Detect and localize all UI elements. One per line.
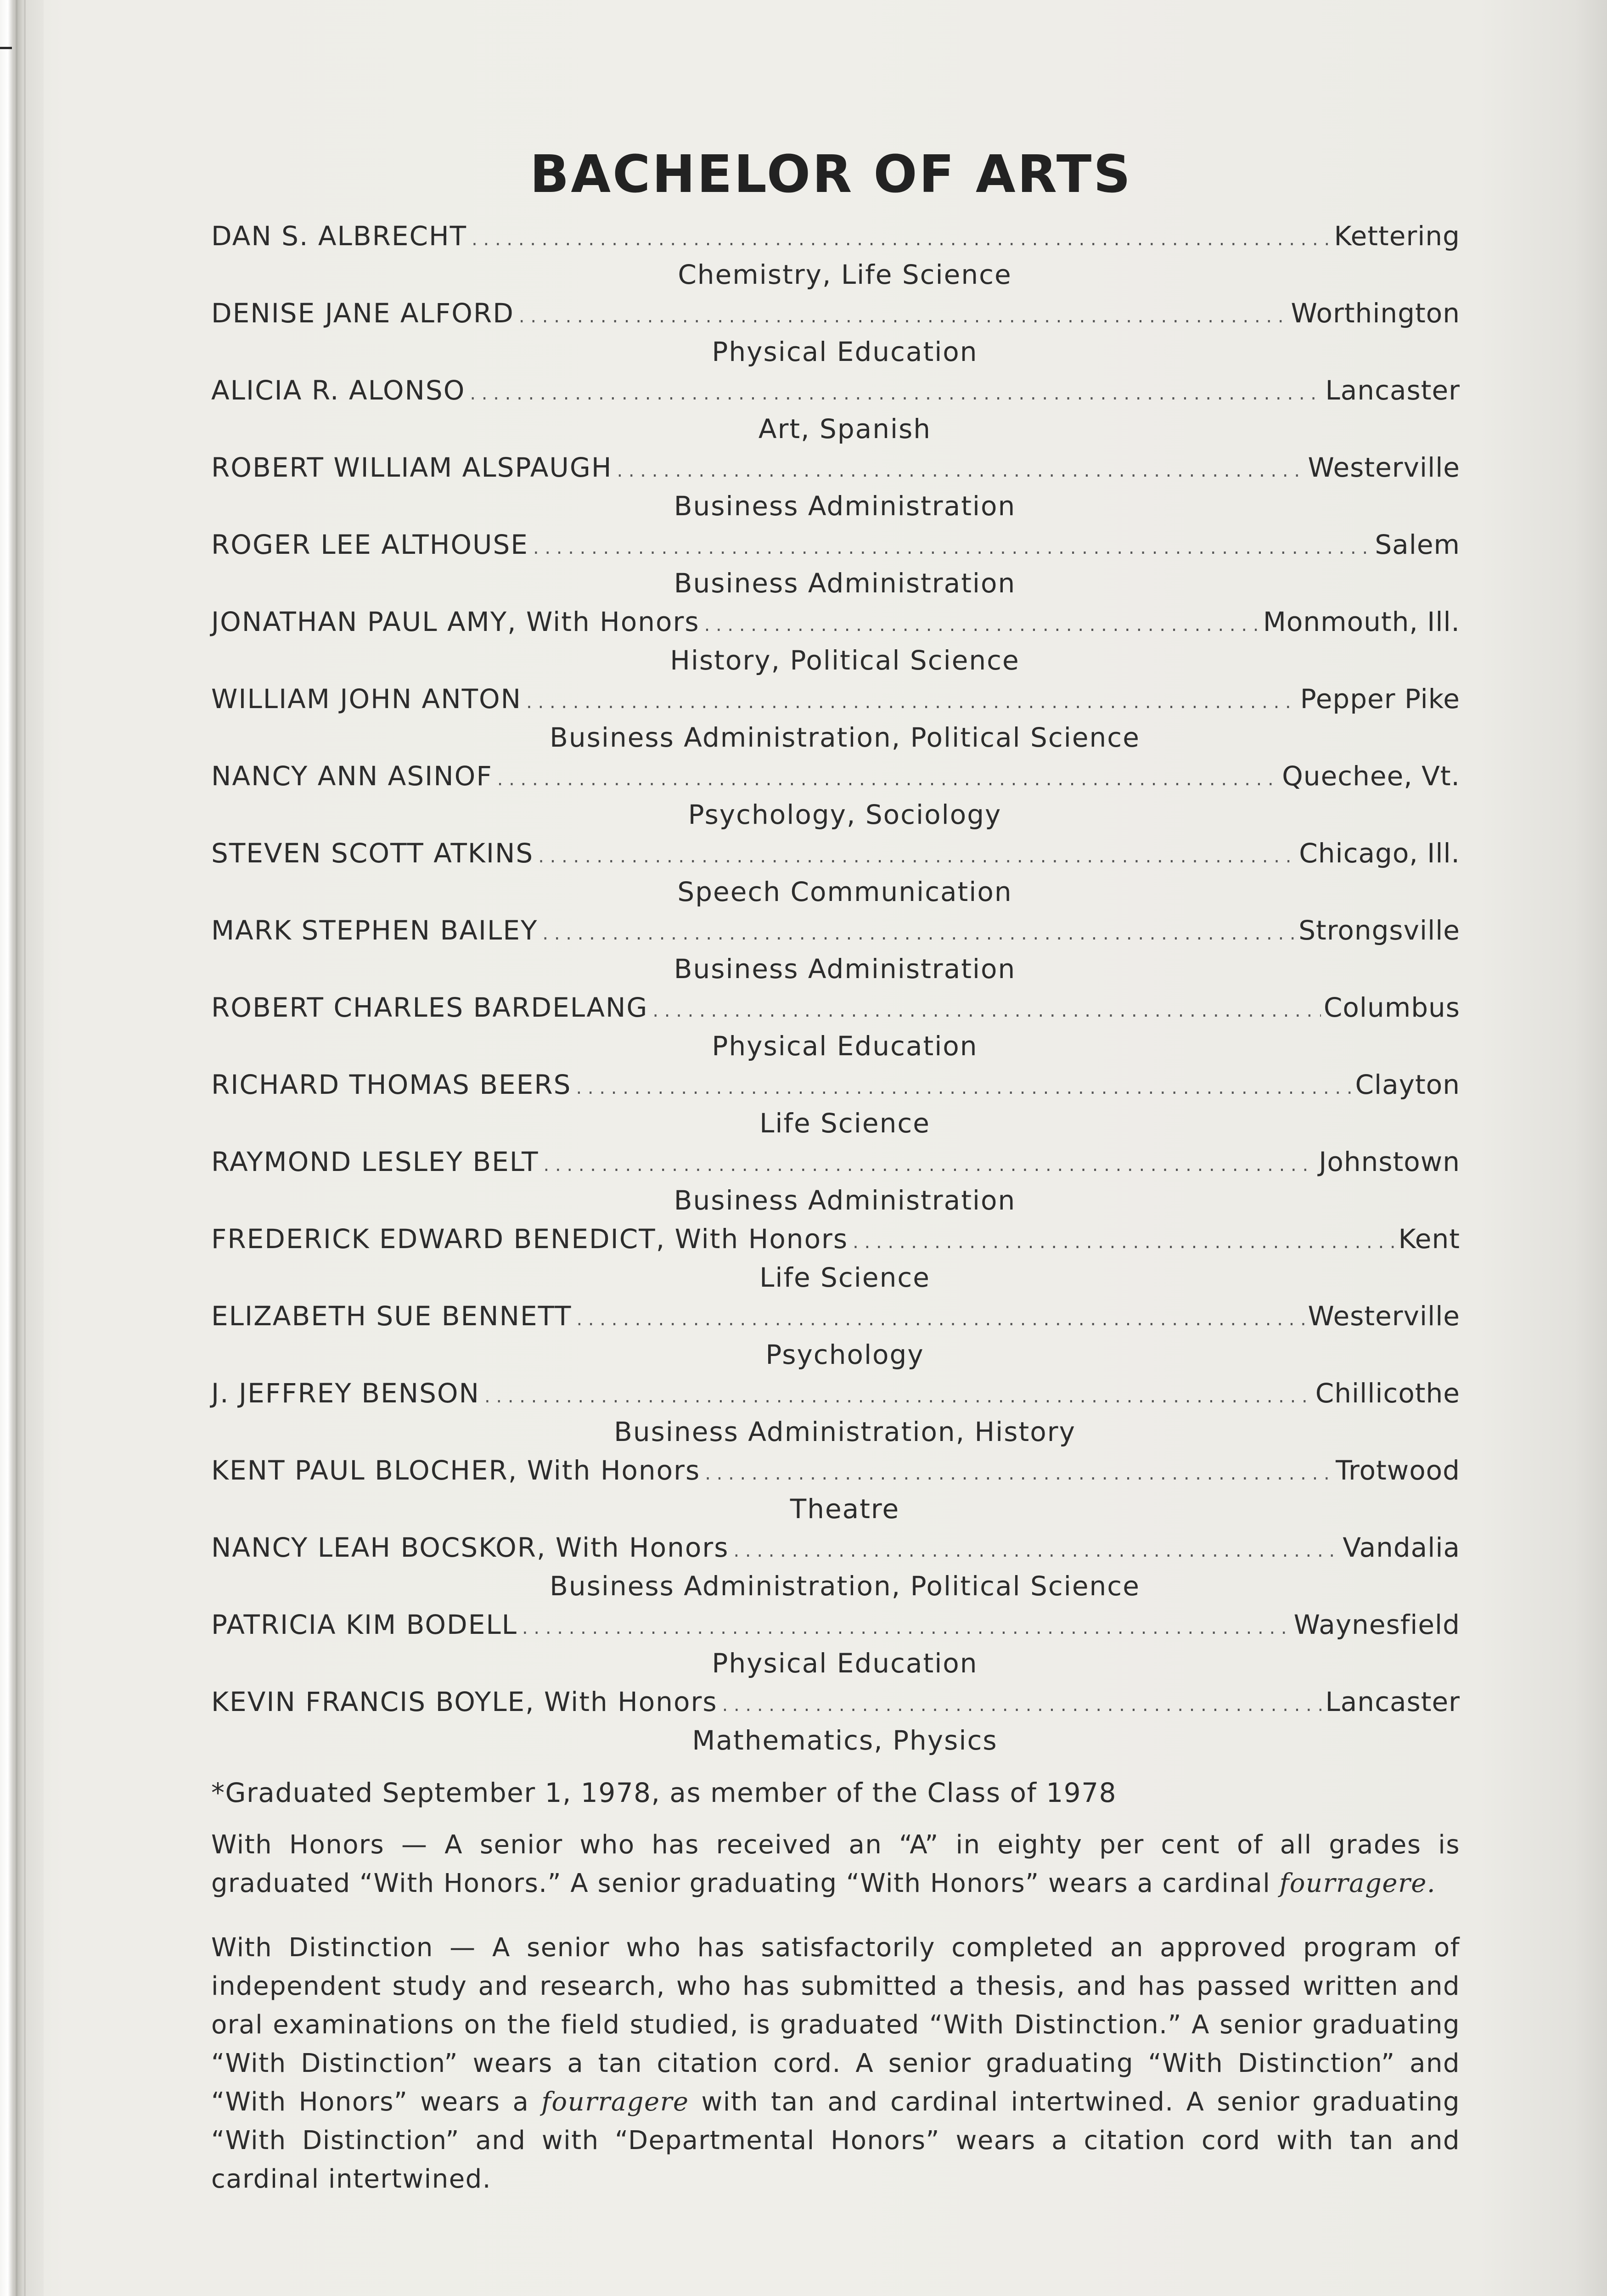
graduate-major: History, Political Science xyxy=(670,645,1020,676)
graduate-hometown: Johnstown xyxy=(1319,1146,1460,1177)
graduate-hometown: Lancaster xyxy=(1325,375,1460,406)
binding-edge xyxy=(0,0,44,2296)
graduate-name: DENISE JANE ALFORD xyxy=(211,298,514,329)
graduate-name-line xyxy=(211,1528,1460,1567)
graduate-name: NANCY LEAH BOCSKOR, With Honors xyxy=(211,1532,729,1563)
dot-leader xyxy=(484,1377,1313,1416)
graduate-major: Psychology, Sociology xyxy=(688,799,1002,830)
graduate-entry xyxy=(211,217,1460,294)
honors-paragraph xyxy=(211,1826,1460,1903)
graduate-entry xyxy=(211,1065,1460,1142)
graduate-name: KEVIN FRANCIS BOYLE, With Honors xyxy=(211,1686,718,1717)
graduate-major: Art, Spanish xyxy=(758,413,932,445)
graduate-name-line xyxy=(211,1683,1460,1721)
graduate-hometown: Trotwood xyxy=(1336,1455,1460,1486)
graduate-hometown: Worthington xyxy=(1291,298,1460,329)
graduate-name-line xyxy=(211,1220,1460,1258)
graduate-major: Business Administration xyxy=(674,490,1016,522)
graduate-major: Business Administration xyxy=(674,953,1016,985)
graduate-major: Physical Education xyxy=(712,1648,978,1679)
graduate-name-line xyxy=(211,1142,1460,1181)
graduate-entry xyxy=(211,988,1460,1065)
dot-leader xyxy=(705,1454,1333,1493)
graduate-name-line xyxy=(211,1374,1460,1412)
graduate-entry xyxy=(211,448,1460,525)
graduate-hometown: Pepper Pike xyxy=(1300,683,1460,715)
graduate-name-line xyxy=(211,988,1460,1027)
graduate-major: Psychology xyxy=(765,1339,924,1370)
graduate-name-line xyxy=(211,371,1460,410)
graduate-major: Business Administration, History xyxy=(614,1416,1076,1447)
binding-line xyxy=(16,0,17,2296)
graduate-major: Physical Education xyxy=(712,1030,978,1062)
graduate-entry xyxy=(211,834,1460,911)
graduate-name: J. JEFFREY BENSON xyxy=(211,1378,480,1409)
dot-leader xyxy=(472,220,1331,259)
graduate-name: ROBERT CHARLES BARDELANG xyxy=(211,992,648,1023)
graduate-name: STEVEN SCOTT ATKINS xyxy=(211,838,534,869)
graduate-name-line xyxy=(211,1297,1460,1335)
graduate-name: ROBERT WILLIAM ALSPAUGH xyxy=(211,452,612,483)
honors-italic-term: fourragere. xyxy=(1279,1868,1436,1898)
graduate-name: DAN S. ALBRECHT xyxy=(211,220,467,252)
graduate-name-line xyxy=(211,757,1460,795)
graduate-entry xyxy=(211,371,1460,448)
graduate-entry xyxy=(211,1605,1460,1683)
distinction-italic-term: fourragere xyxy=(541,2087,689,2117)
graduate-name: ROGER LEE ALTHOUSE xyxy=(211,529,528,560)
graduate-hometown: Kettering xyxy=(1334,220,1460,252)
graduate-major: Physical Education xyxy=(712,336,978,367)
graduate-list xyxy=(211,217,1460,1760)
graduate-name: RAYMOND LESLEY BELT xyxy=(211,1146,539,1177)
graduate-name-line xyxy=(211,680,1460,718)
graduate-major: Chemistry, Life Science xyxy=(678,259,1012,290)
graduate-hometown: Lancaster xyxy=(1325,1686,1460,1717)
dot-leader xyxy=(576,1300,1305,1339)
graduate-hometown: Quechee, Vt. xyxy=(1282,760,1460,792)
dot-leader xyxy=(522,1609,1291,1647)
graduate-hometown: Waynesfield xyxy=(1293,1609,1460,1640)
dot-leader xyxy=(519,297,1288,336)
dot-leader xyxy=(704,606,1260,644)
graduate-major: Business Administration xyxy=(674,1185,1016,1216)
graduate-entry xyxy=(211,1220,1460,1297)
graduate-entry xyxy=(211,911,1460,988)
page-title: BACHELOR OF ARTS xyxy=(530,145,1132,204)
graduate-hometown: Salem xyxy=(1375,529,1460,560)
graduate-hometown: Clayton xyxy=(1355,1069,1460,1100)
graduate-major: Speech Communication xyxy=(677,876,1012,907)
graduate-name: PATRICIA KIM BODELL xyxy=(211,1609,517,1640)
graduate-name: RICHARD THOMAS BEERS xyxy=(211,1069,572,1100)
dot-leader xyxy=(533,529,1372,567)
graduate-name: KENT PAUL BLOCHER, With Honors xyxy=(211,1455,701,1486)
graduate-name-line xyxy=(211,294,1460,332)
dot-leader xyxy=(853,1223,1396,1261)
graduate-entry xyxy=(211,1142,1460,1220)
graduate-entry xyxy=(211,1528,1460,1605)
graduate-major: Theatre xyxy=(790,1493,900,1525)
graduate-name: FREDERICK EDWARD BENEDICT, With Honors xyxy=(211,1223,848,1255)
graduate-major: Mathematics, Physics xyxy=(692,1725,998,1756)
dot-leader xyxy=(722,1686,1323,1724)
graduate-name: WILLIAM JOHN ANTON xyxy=(211,683,522,715)
graduate-name-line xyxy=(211,911,1460,950)
graduate-entry xyxy=(211,1451,1460,1528)
graduate-name: ELIZABETH SUE BENNETT xyxy=(211,1300,572,1332)
graduate-hometown: Chicago, Ill. xyxy=(1299,838,1460,869)
graduate-hometown: Westerville xyxy=(1308,1300,1460,1332)
graduate-name-line xyxy=(211,602,1460,641)
dot-leader xyxy=(652,991,1320,1030)
graduate-entry xyxy=(211,680,1460,757)
page-content xyxy=(211,138,1460,2224)
graduate-name-line xyxy=(211,1451,1460,1490)
distinction-text-b: with tan and cardinal intertwined. A senior graduating “With Distinction” and with “Departmental Honors” wears a citation cord with tan and cardinal intertwined. xyxy=(211,2087,1460,2194)
dot-leader xyxy=(576,1069,1352,1107)
graduate-name-line xyxy=(211,448,1460,487)
graduate-hometown: Kent xyxy=(1398,1223,1460,1255)
graduate-name: JONATHAN PAUL AMY, With Honors xyxy=(211,606,700,637)
dot-leader xyxy=(617,451,1305,490)
dot-leader xyxy=(497,760,1279,799)
graduate-entry xyxy=(211,525,1460,602)
graduate-hometown: Vandalia xyxy=(1343,1532,1460,1563)
graduate-entry xyxy=(211,602,1460,680)
graduate-major: Business Administration, Political Science xyxy=(550,1570,1140,1602)
dot-leader xyxy=(470,374,1322,413)
graduate-hometown: Monmouth, Ill. xyxy=(1263,606,1460,637)
graduate-name: NANCY ANN ASINOF xyxy=(211,760,493,792)
graduate-hometown: Columbus xyxy=(1323,992,1460,1023)
graduate-entry xyxy=(211,1683,1460,1760)
graduate-entry xyxy=(211,1297,1460,1374)
distinction-paragraph xyxy=(211,1929,1460,2199)
graduate-name-line xyxy=(211,1605,1460,1644)
dot-leader xyxy=(538,837,1296,876)
graduate-name: MARK STEPHEN BAILEY xyxy=(211,915,538,946)
distinction-text-a: With Distinction — A senior who has satisfactorily completed an approved program of independent study and research, who has submitted a thesis, and has passed written and oral examinations on the field studied, is graduated “With Distinction.” A senior graduating “With Distinction” wears a tan citation cord. A senior graduating “With Distinction” and “With Honors” wears a xyxy=(211,1933,1460,2117)
graduate-name-line xyxy=(211,525,1460,564)
honors-text: With Honors — A senior who has received an “A” in eighty per cent of all grades is graduated “With Honors.” A senior graduating “With Honors” wears a cardinal xyxy=(211,1830,1460,1898)
graduate-hometown: Chillicothe xyxy=(1315,1378,1460,1409)
graduate-major: Life Science xyxy=(759,1108,930,1139)
graduate-major: Business Administration xyxy=(674,568,1016,599)
graduate-major: Business Administration, Political Science xyxy=(550,722,1140,753)
graduate-name: ALICIA R. ALONSO xyxy=(211,375,466,406)
graduate-hometown: Strongsville xyxy=(1298,915,1460,946)
graduate-name-line xyxy=(211,834,1460,872)
graduate-name-line xyxy=(211,1065,1460,1104)
graduate-hometown: Westerville xyxy=(1308,452,1460,483)
graduate-entry xyxy=(211,294,1460,371)
binding-line xyxy=(24,0,26,2296)
dot-leader xyxy=(542,914,1296,953)
dot-leader xyxy=(526,683,1298,721)
footnote: *Graduated September 1, 1978, as member of the Class of 1978 xyxy=(211,1777,1117,1808)
graduate-entry xyxy=(211,1374,1460,1451)
graduate-entry xyxy=(211,757,1460,834)
graduate-name-line xyxy=(211,217,1460,255)
edge-mark xyxy=(0,47,12,49)
graduate-major: Life Science xyxy=(759,1262,930,1293)
dot-leader xyxy=(733,1531,1340,1570)
dot-leader xyxy=(544,1146,1316,1184)
